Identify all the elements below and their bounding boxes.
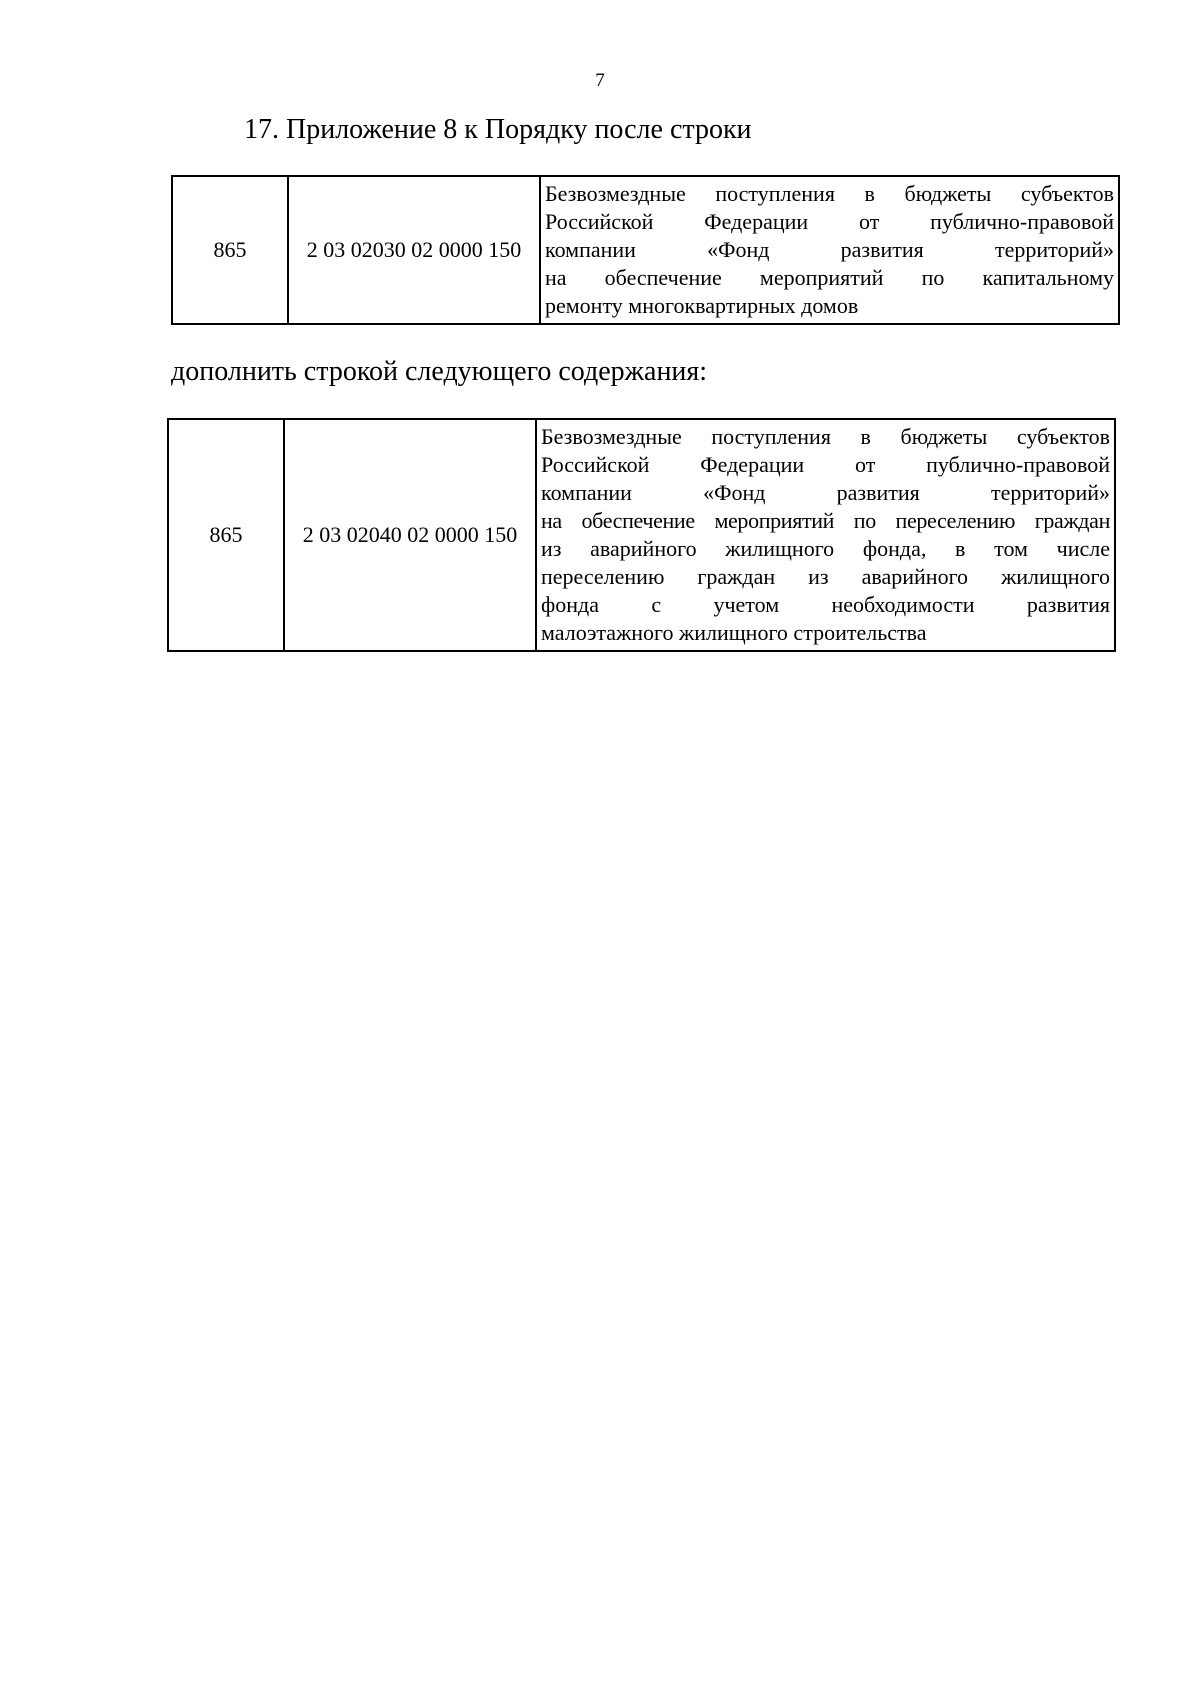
income-name-line: компании «Фонд развития территорий» [541, 480, 1110, 505]
table-existing-row [171, 175, 1120, 325]
income-name-line: Российской Федерации от публично-правовой [541, 452, 1110, 477]
admin-code-cell: 865 [172, 176, 288, 324]
income-name-line: на обеспечение мероприятий по капитальному [545, 265, 1114, 290]
income-name-line: малоэтажного жилищного строительства [541, 620, 927, 645]
income-name-line: переселению граждан из аварийного жилищного [541, 564, 1110, 589]
income-name-line: фонда с учетом необходимости развития [541, 592, 1110, 617]
admin-code-cell: 865 [168, 419, 284, 651]
page-number: 7 [595, 70, 605, 91]
kbk-code-cell: 2 03 02030 02 0000 150 [288, 176, 540, 324]
income-name-line: на обеспечение мероприятий по переселению граждан [541, 508, 1110, 533]
income-name-cell [540, 176, 1119, 324]
income-name-line: из аварийного жилищного фонда, в том числе [541, 536, 1110, 561]
section-heading: 17. Приложение 8 к Порядку после строки [244, 114, 752, 145]
income-name-line: ремонту многоквартирных домов [545, 293, 859, 318]
income-name-line: Российской Федерации от публично-правовой [545, 209, 1114, 234]
table-row [172, 176, 1119, 324]
income-name-line: компании «Фонд развития территорий» [545, 237, 1114, 262]
amendment-paragraph: дополнить строкой следующего содержания: [171, 356, 708, 387]
table-new-row [167, 418, 1116, 652]
kbk-code-cell: 2 03 02040 02 0000 150 [284, 419, 536, 651]
income-name-line: Безвозмездные поступления в бюджеты субъектов [545, 181, 1114, 206]
table-row [168, 419, 1115, 651]
income-name-cell [536, 419, 1115, 651]
income-name-line: Безвозмездные поступления в бюджеты субъектов [541, 424, 1110, 449]
